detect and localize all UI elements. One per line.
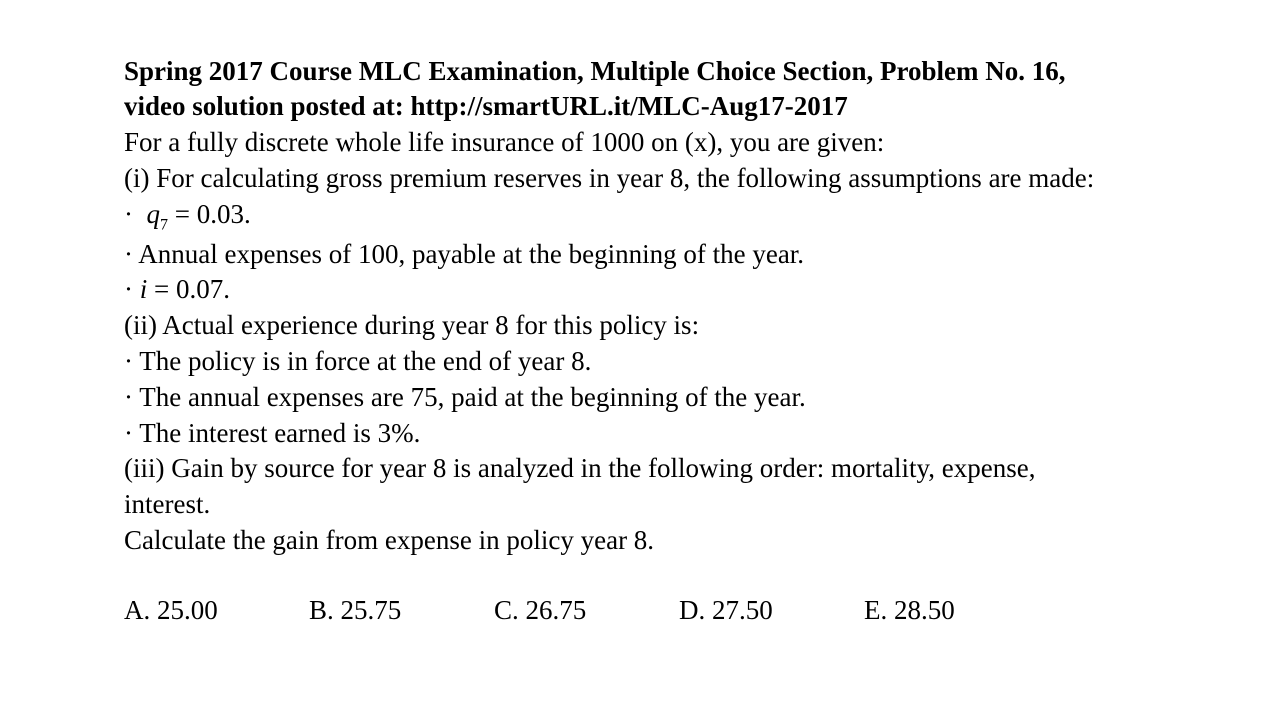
i-val: = 0.07. <box>147 274 230 304</box>
question-text: Calculate the gain from expense in policy year 8. <box>124 525 655 555</box>
assumption-expenses: · Annual expenses of 100, payable at the beginning of the year. <box>124 239 805 269</box>
choice-d: D. 27.50 <box>679 595 773 625</box>
q-val: = 0.03. <box>168 199 251 229</box>
part-i-text: (i) For calculating gross premium reserves in year 8, the following assumptions are made: <box>124 163 1095 193</box>
choice-b: B. 25.75 <box>309 595 402 625</box>
part-ii-text: (ii) Actual experience during year 8 for this policy is: <box>124 310 700 340</box>
actual-item-1: · The policy is in force at the end of year 8. <box>124 346 592 376</box>
i-var: i <box>139 274 148 304</box>
assumption-q7: · $q_7 = 0.03$. <box>124 199 251 234</box>
part-iii-line-2: interest. <box>124 489 211 519</box>
q-sub: 7 <box>160 216 168 234</box>
part-iii-line-1: (iii) Gain by source for year 8 is analyzed in the following order: mortality, expense, <box>124 453 1036 483</box>
q-var: q <box>146 199 160 229</box>
choice-c: C. 26.75 <box>494 595 587 625</box>
actual-item-3: · The interest earned is 3%. <box>124 418 421 448</box>
title-line-1: Spring 2017 Course MLC Examination, Multiple Choice Section, Problem No. 16, <box>124 56 1066 86</box>
assumption-interest: · i = 0.07. <box>124 274 230 304</box>
actual-item-2: · The annual expenses are 75, paid at the beginning of the year. <box>124 382 806 412</box>
choice-a: A. 25.00 <box>124 595 218 625</box>
choice-e: E. 28.50 <box>864 595 955 625</box>
intro-text: For a fully discrete whole life insurance of 1000 on (x), you are given: <box>124 127 885 157</box>
title-line-2: video solution posted at: http://smartURL.it/MLC-Aug17-2017 <box>124 91 848 121</box>
